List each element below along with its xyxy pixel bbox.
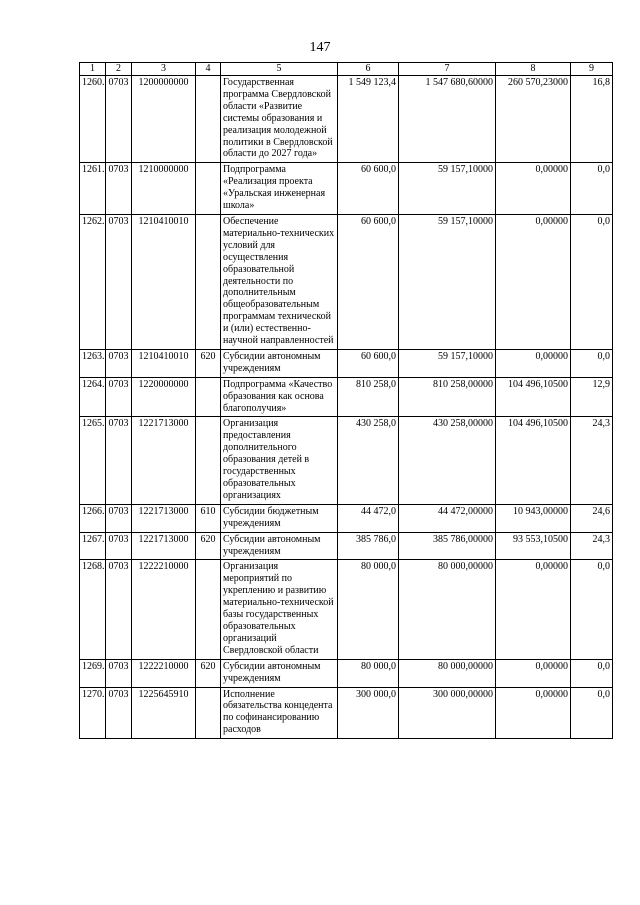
expense-type-code <box>196 76 221 163</box>
section-code: 0703 <box>106 417 132 504</box>
value-col-8: 0,00000 <box>496 349 571 377</box>
value-col-6: 60 600,0 <box>338 349 399 377</box>
value-col-7: 80 000,00000 <box>399 659 496 687</box>
target-article-code: 1225645910 <box>132 687 196 739</box>
section-code: 0703 <box>106 659 132 687</box>
expense-type-code: 610 <box>196 504 221 532</box>
item-name: Субсидии автономным учреждениям <box>221 349 338 377</box>
row-number: 1265. <box>80 417 106 504</box>
value-col-9: 0,0 <box>571 560 613 659</box>
target-article-code: 1220000000 <box>132 377 196 417</box>
table-row <box>80 560 613 659</box>
target-article-code: 1221713000 <box>132 532 196 560</box>
item-name: Организация предоставления дополнительного образования детей в государственных образовательных организациях <box>221 417 338 504</box>
expense-type-code <box>196 560 221 659</box>
row-number: 1262. <box>80 214 106 349</box>
row-number: 1263. <box>80 349 106 377</box>
expense-type-code: 620 <box>196 532 221 560</box>
item-name: Государственная программа Свердловской области «Развитие системы образования и реализация молодежной политики в Свердловской области до 2027 года» <box>221 76 338 163</box>
section-code: 0703 <box>106 687 132 739</box>
item-name: Субсидии бюджетным учреждениям <box>221 504 338 532</box>
value-col-7: 59 157,10000 <box>399 163 496 215</box>
value-col-6: 430 258,0 <box>338 417 399 504</box>
value-col-6: 80 000,0 <box>338 560 399 659</box>
value-col-7: 1 547 680,60000 <box>399 76 496 163</box>
value-col-6: 60 600,0 <box>338 214 399 349</box>
expense-type-code: 620 <box>196 349 221 377</box>
column-header: 7 <box>399 63 496 76</box>
item-name: Организация мероприятий по укреплению и развитию материально-технической базы государственных образовательных организаций Свердловской области <box>221 560 338 659</box>
value-col-8: 0,00000 <box>496 214 571 349</box>
table-row <box>80 76 613 163</box>
section-code: 0703 <box>106 377 132 417</box>
value-col-8: 0,00000 <box>496 659 571 687</box>
expense-type-code <box>196 687 221 739</box>
column-header: 8 <box>496 63 571 76</box>
value-col-6: 44 472,0 <box>338 504 399 532</box>
row-number: 1260. <box>80 76 106 163</box>
row-number: 1267. <box>80 532 106 560</box>
value-col-8: 0,00000 <box>496 560 571 659</box>
column-header: 2 <box>106 63 132 76</box>
expense-type-code <box>196 163 221 215</box>
value-col-8: 10 943,00000 <box>496 504 571 532</box>
column-header: 9 <box>571 63 613 76</box>
value-col-6: 60 600,0 <box>338 163 399 215</box>
budget-table <box>79 62 613 739</box>
value-col-9: 24,3 <box>571 532 613 560</box>
expense-type-code <box>196 214 221 349</box>
table-row <box>80 214 613 349</box>
value-col-9: 12,9 <box>571 377 613 417</box>
value-col-7: 59 157,10000 <box>399 349 496 377</box>
value-col-9: 0,0 <box>571 163 613 215</box>
row-number: 1269. <box>80 659 106 687</box>
section-code: 0703 <box>106 560 132 659</box>
table-row <box>80 687 613 739</box>
row-number: 1268. <box>80 560 106 659</box>
expense-type-code: 620 <box>196 659 221 687</box>
value-col-8: 104 496,10500 <box>496 417 571 504</box>
section-code: 0703 <box>106 163 132 215</box>
value-col-9: 0,0 <box>571 687 613 739</box>
table-row <box>80 163 613 215</box>
page-number: 147 <box>309 40 331 55</box>
value-col-7: 385 786,00000 <box>399 532 496 560</box>
column-header: 3 <box>132 63 196 76</box>
target-article-code: 1222210000 <box>132 560 196 659</box>
table-row <box>80 532 613 560</box>
value-col-8: 0,00000 <box>496 687 571 739</box>
expense-type-code <box>196 377 221 417</box>
value-col-8: 260 570,23000 <box>496 76 571 163</box>
value-col-6: 300 000,0 <box>338 687 399 739</box>
row-number: 1264. <box>80 377 106 417</box>
value-col-7: 300 000,00000 <box>399 687 496 739</box>
value-col-7: 80 000,00000 <box>399 560 496 659</box>
table-row <box>80 504 613 532</box>
item-name: Исполнение обязательства концедента по софинансированию расходов <box>221 687 338 739</box>
value-col-9: 24,6 <box>571 504 613 532</box>
table-header-row <box>80 63 613 76</box>
row-number: 1261. <box>80 163 106 215</box>
item-name: Субсидии автономным учреждениям <box>221 532 338 560</box>
expense-type-code <box>196 417 221 504</box>
section-code: 0703 <box>106 76 132 163</box>
item-name: Субсидии автономным учреждениям <box>221 659 338 687</box>
row-number: 1270. <box>80 687 106 739</box>
row-number: 1266. <box>80 504 106 532</box>
value-col-9: 0,0 <box>571 214 613 349</box>
column-header: 1 <box>80 63 106 76</box>
table-row <box>80 377 613 417</box>
table-row <box>80 349 613 377</box>
value-col-6: 385 786,0 <box>338 532 399 560</box>
value-col-8: 104 496,10500 <box>496 377 571 417</box>
target-article-code: 1200000000 <box>132 76 196 163</box>
target-article-code: 1221713000 <box>132 504 196 532</box>
target-article-code: 1210410010 <box>132 349 196 377</box>
item-name: Подпрограмма «Качество образования как основа благополучия» <box>221 377 338 417</box>
value-col-9: 0,0 <box>571 349 613 377</box>
section-code: 0703 <box>106 214 132 349</box>
value-col-9: 0,0 <box>571 659 613 687</box>
table-row <box>80 417 613 504</box>
value-col-7: 44 472,00000 <box>399 504 496 532</box>
target-article-code: 1222210000 <box>132 659 196 687</box>
target-article-code: 1221713000 <box>132 417 196 504</box>
value-col-7: 430 258,00000 <box>399 417 496 504</box>
column-header: 5 <box>221 63 338 76</box>
value-col-9: 16,8 <box>571 76 613 163</box>
value-col-6: 80 000,0 <box>338 659 399 687</box>
value-col-7: 810 258,00000 <box>399 377 496 417</box>
target-article-code: 1210410010 <box>132 214 196 349</box>
column-header: 4 <box>196 63 221 76</box>
section-code: 0703 <box>106 532 132 560</box>
section-code: 0703 <box>106 349 132 377</box>
item-name: Обеспечение материально-технических условий для осуществления образовательной деятельности по дополнительным общеобразовательным программам технической и (или) естественно-научной направленностей <box>221 214 338 349</box>
value-col-6: 810 258,0 <box>338 377 399 417</box>
value-col-8: 0,00000 <box>496 163 571 215</box>
column-header: 6 <box>338 63 399 76</box>
value-col-6: 1 549 123,4 <box>338 76 399 163</box>
value-col-8: 93 553,10500 <box>496 532 571 560</box>
table-row <box>80 659 613 687</box>
item-name: Подпрограмма «Реализация проекта «Уральская инженерная школа» <box>221 163 338 215</box>
section-code: 0703 <box>106 504 132 532</box>
value-col-9: 24,3 <box>571 417 613 504</box>
target-article-code: 1210000000 <box>132 163 196 215</box>
value-col-7: 59 157,10000 <box>399 214 496 349</box>
